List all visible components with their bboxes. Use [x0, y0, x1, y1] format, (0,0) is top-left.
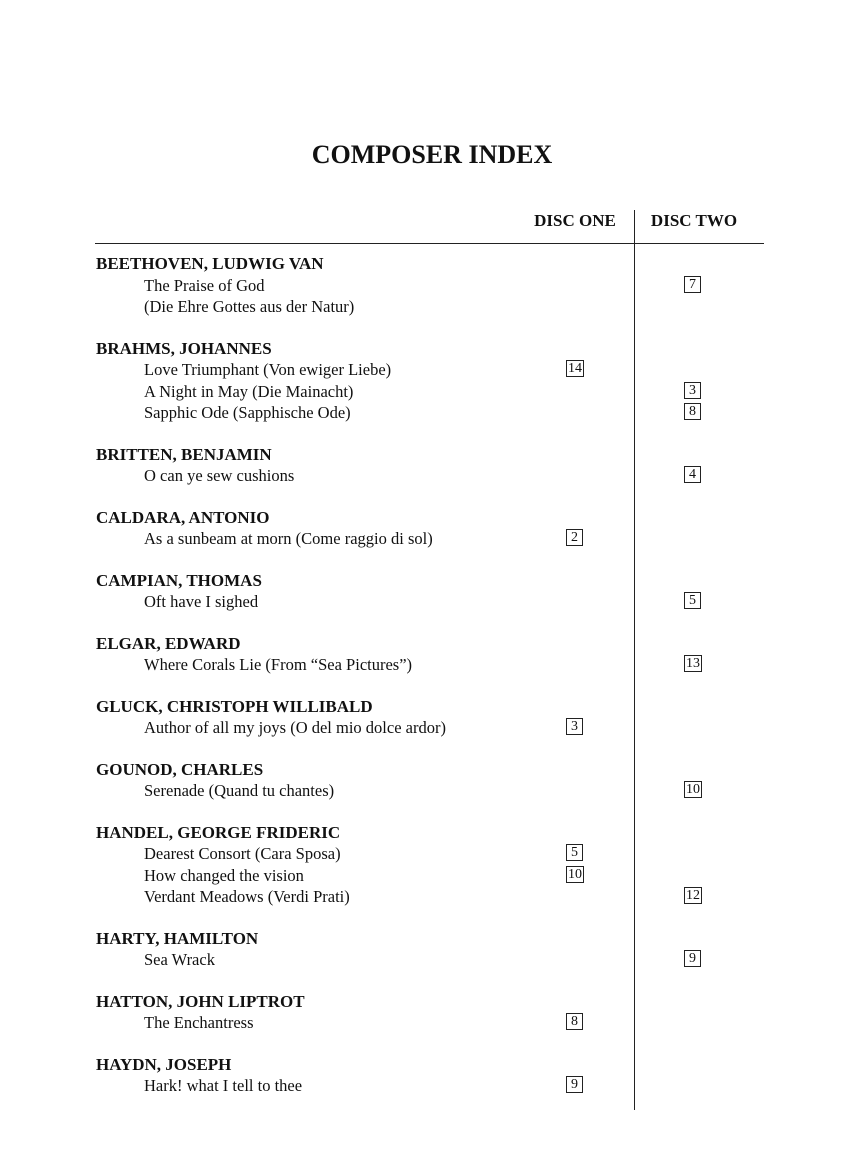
- composer-name: GLUCK, CHRISTOPH WILLIBALD: [96, 696, 373, 716]
- piece-row: [96, 717, 764, 739]
- composer-entry: [96, 928, 764, 971]
- disc-one-header: DISC ONE: [534, 211, 616, 230]
- disc-two-track-number: 13: [686, 656, 700, 671]
- piece-row: [96, 654, 764, 676]
- disc-two-track-number: 9: [684, 950, 701, 967]
- piece-row: [96, 865, 764, 887]
- piece-row: [96, 381, 764, 403]
- piece-title: Sapphic Ode (Sapphische Ode): [144, 403, 351, 422]
- piece-row: [96, 1012, 764, 1034]
- header-divider: [95, 243, 764, 244]
- piece-title: Verdant Meadows (Verdi Prati): [144, 887, 350, 906]
- composer-name: CAMPIAN, THOMAS: [96, 570, 262, 590]
- composer-name: HARTY, HAMILTON: [96, 928, 259, 948]
- composer-name: HAYDN, JOSEPH: [96, 1054, 232, 1074]
- piece-title: Sea Wrack: [144, 950, 215, 969]
- disc-one-track-number: 10: [568, 866, 582, 882]
- composer-name: GOUNOD, CHARLES: [96, 759, 264, 779]
- piece-title: As a sunbeam at morn (Come raggio di sol): [144, 529, 433, 548]
- composer-name: BEETHOVEN, LUDWIG VAN: [96, 254, 324, 273]
- piece-title: Dearest Consort (Cara Sposa): [144, 844, 341, 863]
- disc-one-track-number: 5: [566, 844, 583, 861]
- piece-row: [96, 1075, 764, 1097]
- piece-title: A Night in May (Die Mainacht): [144, 381, 354, 401]
- disc-two-track-number: 3: [684, 382, 701, 399]
- piece-title: Where Corals Lie (From “Sea Pictures”): [144, 655, 413, 674]
- piece-title: Author of all my joys (O del mio dolce ardor): [144, 718, 446, 737]
- composer-entry: [96, 633, 764, 676]
- composer-entry: [96, 759, 764, 802]
- disc-one-track-number: 14: [568, 361, 582, 376]
- piece-title: Love Triumphant (Von ewiger Liebe): [144, 360, 392, 379]
- piece-title: The Enchantress: [144, 1013, 254, 1032]
- disc-one-track-number: 9: [566, 1076, 583, 1093]
- piece-row: [96, 780, 764, 802]
- composer-entry: [96, 570, 764, 613]
- piece-title: (Die Ehre Gottes aus der Natur): [144, 297, 355, 316]
- piece-title: O can ye sew cushions: [144, 466, 295, 485]
- composer-name: CALDARA, ANTONIO: [96, 507, 270, 527]
- piece-row: [96, 465, 764, 487]
- disc-two-track-number: 4: [684, 466, 701, 483]
- piece-row: [96, 949, 764, 971]
- composer-name: HANDEL, GEORGE FRIDERIC: [96, 822, 341, 842]
- piece-row: [96, 886, 764, 908]
- piece-row: [96, 275, 764, 297]
- composer-name: BRITTEN, BENJAMIN: [96, 444, 272, 464]
- piece-title: Serenade (Quand tu chantes): [144, 781, 335, 800]
- piece-title: The Praise of God: [144, 275, 265, 295]
- piece-title: Hark! what I tell to thee: [144, 1076, 303, 1095]
- page-title: COMPOSER INDEX: [311, 140, 553, 169]
- disc-two-track-number: 10: [686, 782, 700, 797]
- composer-entry: [96, 1054, 764, 1097]
- composer-entry: [96, 338, 764, 424]
- composer-entry: [96, 991, 764, 1034]
- piece-row: [96, 359, 764, 381]
- piece-row: [96, 528, 764, 550]
- composer-entry: [96, 507, 764, 550]
- piece-title: How changed the vision: [144, 865, 304, 885]
- composer-name: BRAHMS, JOHANNES: [96, 338, 272, 358]
- composer-entry: [96, 253, 764, 318]
- disc-two-header: DISC TWO: [650, 211, 738, 230]
- composer-name: ELGAR, EDWARD: [96, 633, 241, 653]
- composer-entry: [96, 444, 764, 487]
- piece-title: Oft have I sighed: [144, 592, 259, 611]
- disc-one-track-number: 3: [566, 718, 583, 735]
- disc-two-track-number: 5: [684, 592, 701, 609]
- composer-entry: [96, 822, 764, 908]
- disc-two-track-number: 7: [684, 276, 701, 293]
- composer-name: HATTON, JOHN LIPTROT: [96, 991, 305, 1011]
- disc-two-track-number: 8: [684, 403, 701, 420]
- composer-entry: [96, 696, 764, 739]
- piece-row: [96, 591, 764, 613]
- piece-row: [96, 402, 764, 424]
- piece-row: [96, 296, 764, 318]
- disc-two-track-number: 12: [686, 888, 700, 903]
- composer-index-list: [96, 253, 764, 1117]
- piece-row: [96, 843, 764, 865]
- disc-one-track-number: 2: [566, 529, 583, 546]
- disc-one-track-number: 8: [566, 1013, 583, 1030]
